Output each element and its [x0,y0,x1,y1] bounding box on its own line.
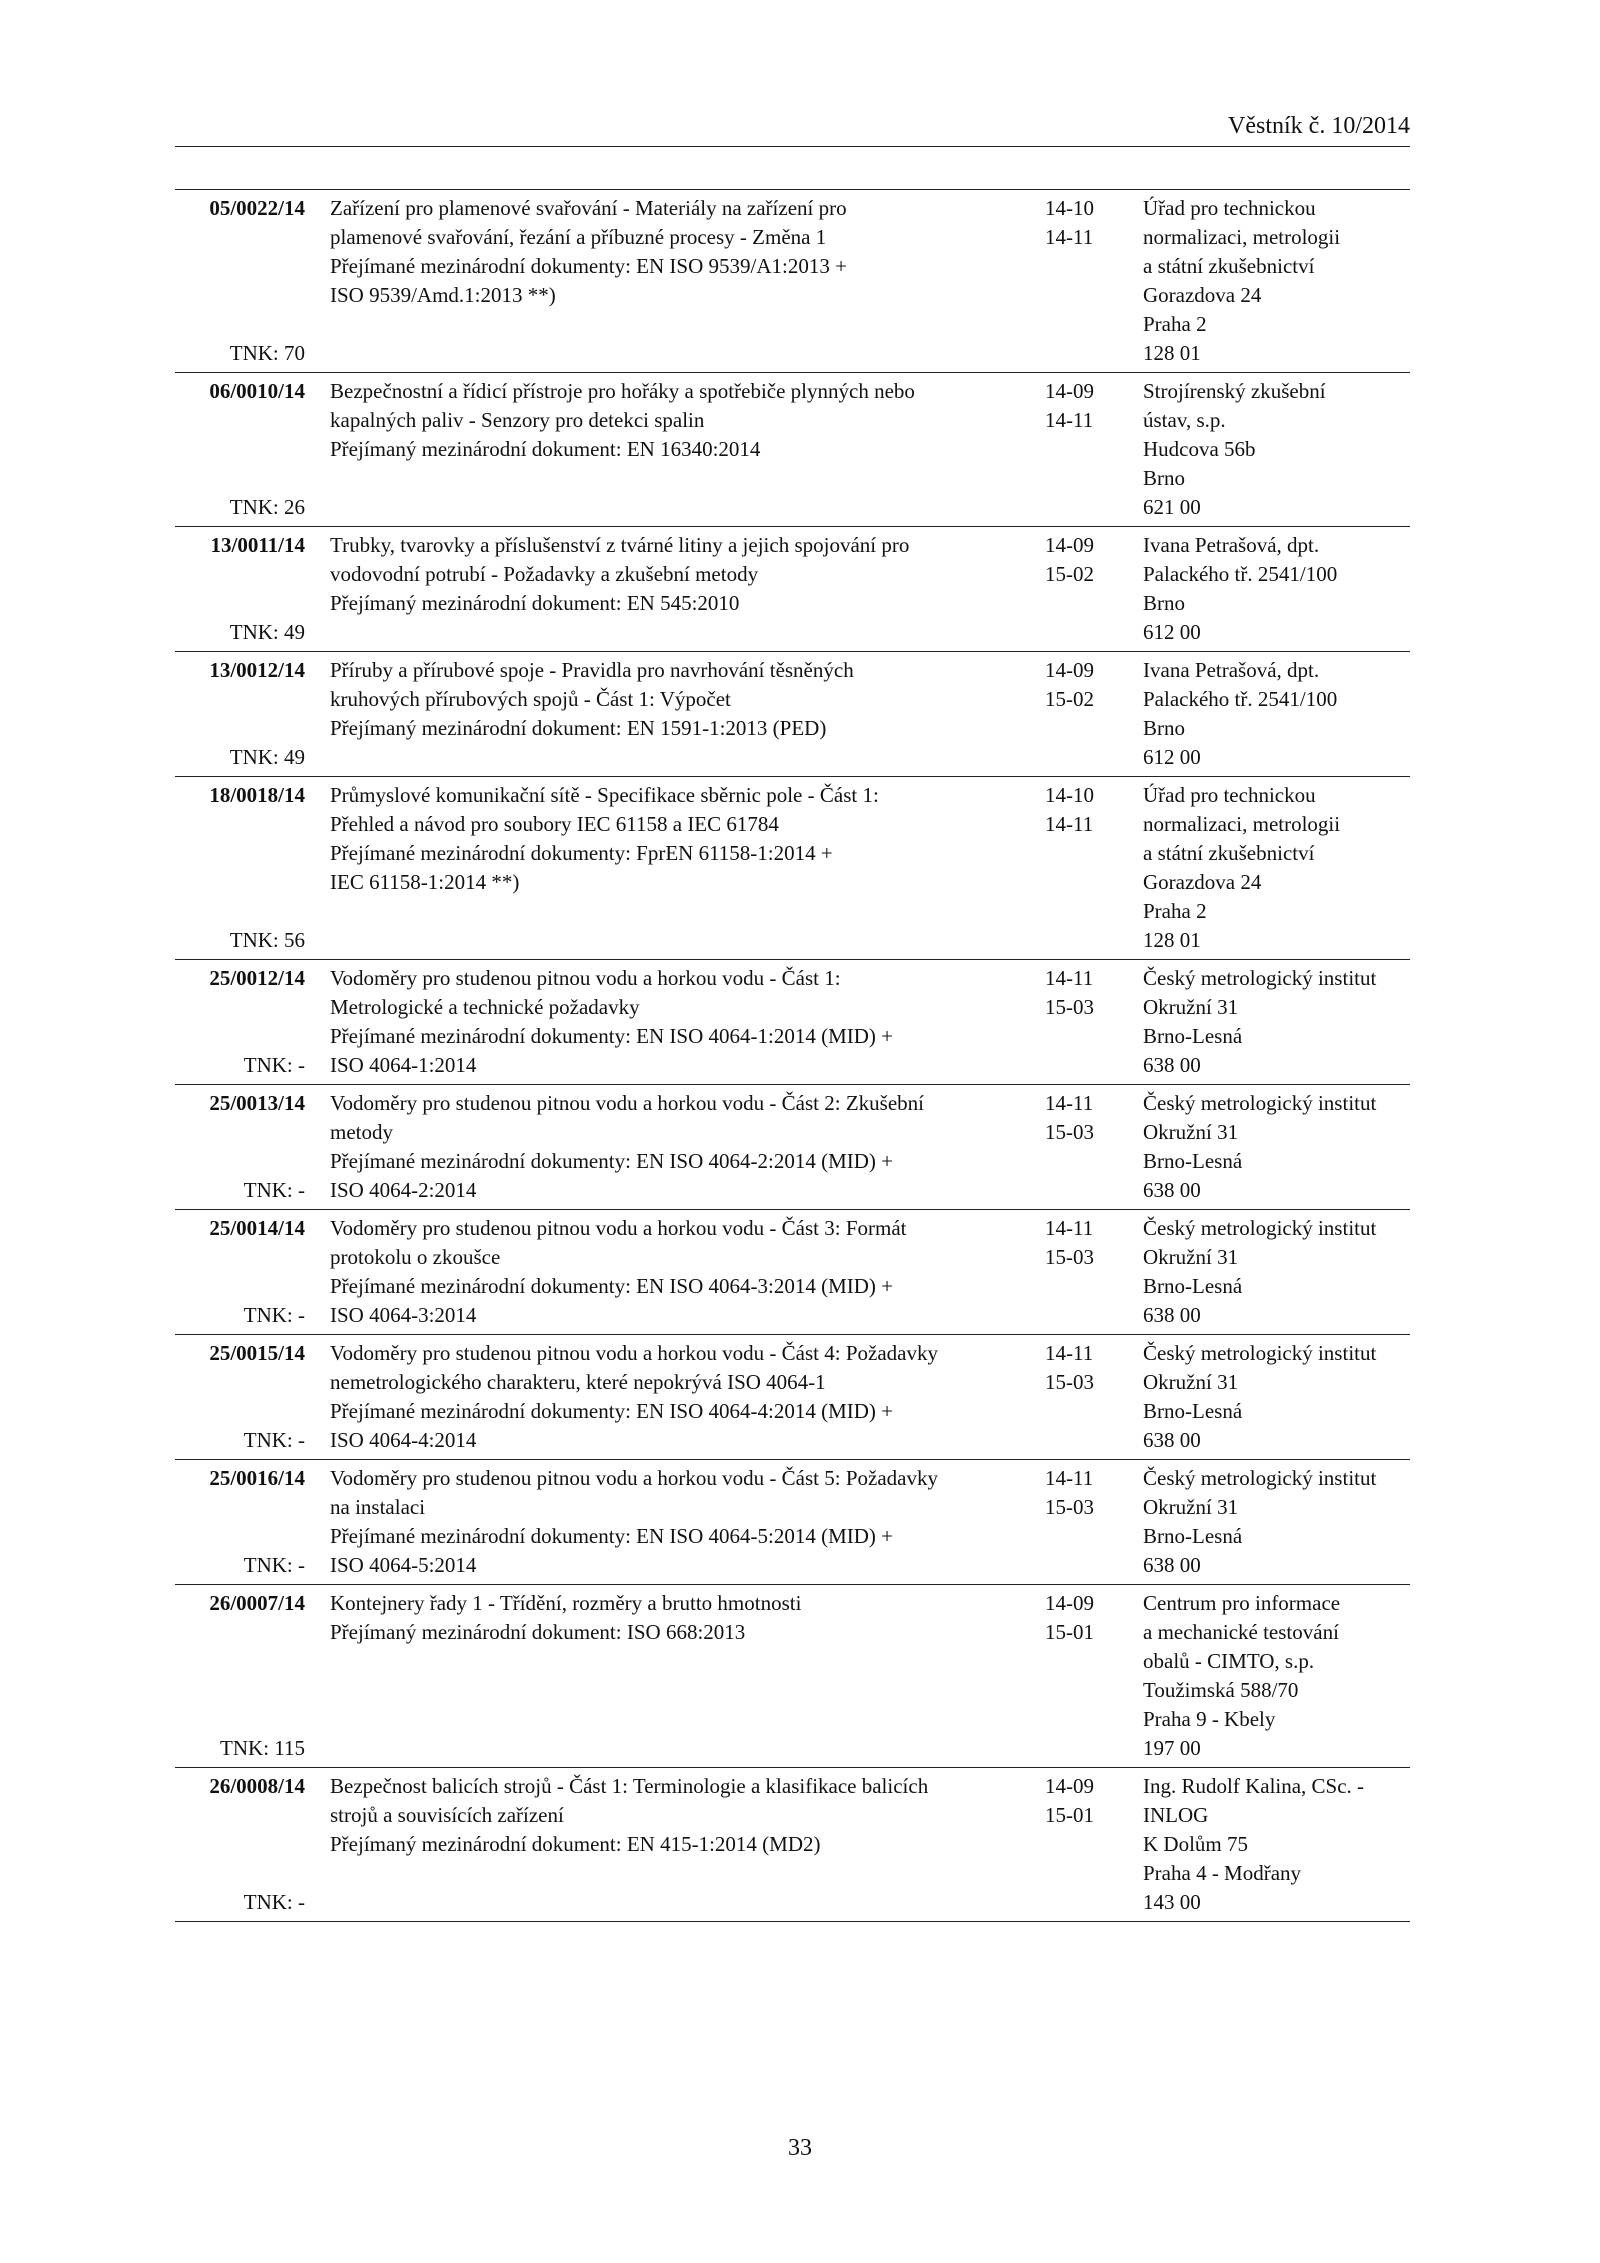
address-line: Praha 2 [1143,899,1207,923]
bulletin-issue: Věstník č. 10/2014 [1228,113,1410,139]
address-line: Okružní 31 [1143,1245,1239,1269]
address-line: Gorazdova 24 [1143,283,1262,307]
title-line: ISO 4064-2:2014 [330,1178,477,1202]
address-line: a státní zkušebnictví [1143,841,1315,865]
address-line: K Dolům 75 [1143,1832,1248,1856]
address-line: Brno [1143,466,1185,490]
standard-title [330,1772,1060,1859]
address-line: 638 00 [1143,1303,1201,1327]
row-identifier [175,1589,305,1763]
tnk-number: TNK: 56 [229,928,305,952]
address-line: Okružní 31 [1143,1120,1239,1144]
title-line: Vodoměry pro studenou pitnou vodu a horkou vodu - Část 1: [330,966,841,990]
address-line: 197 00 [1143,1736,1201,1760]
title-line: Průmyslové komunikační sítě - Specifikace sběrnic pole - Část 1: [330,783,879,807]
standard-code: 25/0012/14 [209,966,305,990]
table-row [175,1768,1410,1922]
row-identifier [175,1772,305,1917]
title-line: Přejímané mezinárodní dokumenty: EN ISO 9539/A1:2013 + [330,254,847,278]
standard-code: 06/0010/14 [209,379,305,403]
address-line: Brno-Lesná [1143,1024,1243,1048]
page-header [175,112,1410,147]
standard-title [330,1589,1060,1647]
standard-title [330,781,1060,897]
address-line: Okružní 31 [1143,995,1239,1019]
table-row [175,190,1410,373]
address-line: ústav, s.p. [1143,408,1226,432]
title-line: Bezpečnostní a řídicí přístroje pro hořáky a spotřebiče plynných nebo [330,379,915,403]
title-line: Trubky, tvarovky a příslušenství z tvárné litiny a jejich spojování pro [330,533,910,557]
processor-address [1143,377,1413,522]
row-identifier [175,781,305,955]
date-value: 14-11 [1045,966,1094,990]
date-range [1045,781,1125,839]
address-line: 143 00 [1143,1890,1201,1914]
title-line: Vodoměry pro studenou pitnou vodu a horkou vodu - Část 3: Formát [330,1216,907,1240]
row-identifier [175,1464,305,1580]
title-line: Přejímané mezinárodní dokumenty: EN ISO 4064-1:2014 (MID) + [330,1024,893,1048]
row-identifier [175,1339,305,1455]
date-range [1045,1589,1125,1647]
title-line: ISO 4064-1:2014 [330,1053,477,1077]
date-value: 15-01 [1045,1620,1094,1644]
date-value: 15-02 [1045,562,1094,586]
title-line: protokolu o zkoušce [330,1245,501,1269]
date-range [1045,1214,1125,1272]
date-range [1045,1089,1125,1147]
standards-table [175,189,1410,1922]
address-line: Strojírenský zkušební [1143,379,1326,403]
standard-title [330,964,1060,1080]
date-value: 15-03 [1045,1120,1094,1144]
address-line: Český metrologický institut [1143,1466,1377,1490]
row-identifier [175,194,305,368]
standard-code: 25/0014/14 [209,1216,305,1240]
processor-address [1143,781,1413,955]
tnk-number: TNK: - [243,1428,305,1452]
address-line: 638 00 [1143,1553,1201,1577]
address-line: Brno-Lesná [1143,1399,1243,1423]
title-line: ISO 4064-3:2014 [330,1303,477,1327]
standard-code: 25/0016/14 [209,1466,305,1490]
standard-title [330,531,1060,618]
date-range [1045,194,1125,252]
address-line: 612 00 [1143,745,1201,769]
address-line: Brno-Lesná [1143,1149,1243,1173]
processor-address [1143,194,1413,368]
address-line: Toužimská 588/70 [1143,1678,1299,1702]
row-identifier [175,656,305,772]
address-line: Praha 4 - Modřany [1143,1861,1302,1885]
address-line: Centrum pro informace [1143,1591,1341,1615]
date-range [1045,377,1125,435]
title-line: Přejímaný mezinárodní dokument: EN 1591-1:2013 (PED) [330,716,827,740]
table-row [175,373,1410,527]
tnk-number: TNK: - [243,1178,305,1202]
standard-title [330,377,1060,464]
address-line: normalizaci, metrologii [1143,812,1341,836]
title-line: IEC 61158-1:2014 **) [330,870,520,894]
address-line: Úřad pro technickou [1143,783,1316,807]
address-line: Ivana Petrašová, dpt. [1143,658,1320,682]
row-identifier [175,1214,305,1330]
date-range [1045,1339,1125,1397]
address-line: Úřad pro technickou [1143,196,1316,220]
address-line: 128 01 [1143,928,1201,952]
row-identifier [175,377,305,522]
address-line: Český metrologický institut [1143,1216,1377,1240]
date-value: 14-11 [1045,812,1094,836]
standard-title [330,1089,1060,1205]
address-line: 638 00 [1143,1428,1201,1452]
title-line: vodovodní potrubí - Požadavky a zkušební metody [330,562,759,586]
row-identifier [175,1089,305,1205]
title-line: kapalných paliv - Senzory pro detekci spalin [330,408,705,432]
title-line: ISO 4064-5:2014 [330,1553,477,1577]
address-line: Český metrologický institut [1143,1341,1377,1365]
date-value: 14-09 [1045,533,1094,557]
address-line: Brno-Lesná [1143,1274,1243,1298]
title-line: Přejímané mezinárodní dokumenty: EN ISO 4064-2:2014 (MID) + [330,1149,893,1173]
tnk-number: TNK: 26 [229,495,305,519]
address-line: Okružní 31 [1143,1495,1239,1519]
page-number: 33 [788,2135,812,2161]
address-line: a státní zkušebnictví [1143,254,1315,278]
table-row [175,960,1410,1085]
tnk-number: TNK: 49 [229,745,305,769]
title-line: na instalaci [330,1495,426,1519]
title-line: kruhových přírubových spojů - Část 1: Výpočet [330,687,731,711]
tnk-number: TNK: - [243,1890,305,1914]
tnk-number: TNK: 49 [229,620,305,644]
address-line: Praha 2 [1143,312,1207,336]
date-value: 14-11 [1045,1466,1094,1490]
address-line: Hudcova 56b [1143,437,1256,461]
tnk-number: TNK: - [243,1553,305,1577]
standard-title [330,656,1060,743]
title-line: strojů a souvisících zařízení [330,1803,564,1827]
date-range [1045,656,1125,714]
processor-address [1143,1214,1413,1330]
date-value: 15-03 [1045,1245,1094,1269]
title-line: plamenové svařování, řezání a příbuzné procesy - Změna 1 [330,225,827,249]
tnk-number: TNK: - [243,1303,305,1327]
date-value: 15-03 [1045,1370,1094,1394]
address-line: Brno [1143,591,1185,615]
title-line: Přejímaný mezinárodní dokument: EN 415-1:2014 (MD2) [330,1832,821,1856]
address-line: Palackého tř. 2541/100 [1143,687,1338,711]
title-line: Vodoměry pro studenou pitnou vodu a horkou vodu - Část 4: Požadavky [330,1341,938,1365]
date-value: 15-02 [1045,687,1094,711]
title-line: Přejímané mezinárodní dokumenty: EN ISO 4064-5:2014 (MID) + [330,1524,893,1548]
date-range [1045,531,1125,589]
date-value: 14-11 [1045,1341,1094,1365]
title-line: nemetrologického charakteru, které nepokrývá ISO 4064-1 [330,1370,826,1394]
title-line: Přejímaný mezinárodní dokument: EN 545:2010 [330,591,740,615]
title-line: Přejímané mezinárodní dokumenty: EN ISO 4064-3:2014 (MID) + [330,1274,893,1298]
date-range [1045,1464,1125,1522]
title-line: metody [330,1120,393,1144]
date-value: 15-03 [1045,1495,1094,1519]
title-line: Zařízení pro plamenové svařování - Materiály na zařízení pro [330,196,847,220]
table-row [175,1335,1410,1460]
standard-code: 13/0012/14 [209,658,305,682]
standard-title [330,194,1060,310]
standard-code: 25/0013/14 [209,1091,305,1115]
date-value: 14-11 [1045,408,1094,432]
date-value: 14-11 [1045,225,1094,249]
table-row [175,1210,1410,1335]
date-range [1045,964,1125,1022]
address-line: Palackého tř. 2541/100 [1143,562,1338,586]
title-line: Přejímaný mezinárodní dokument: EN 16340:2014 [330,437,761,461]
processor-address [1143,531,1413,647]
date-value: 15-03 [1045,995,1094,1019]
date-value: 15-01 [1045,1803,1094,1827]
address-line: Gorazdova 24 [1143,870,1262,894]
processor-address [1143,1339,1413,1455]
title-line: Přejímané mezinárodní dokumenty: FprEN 61158-1:2014 + [330,841,833,865]
standard-code: 26/0008/14 [209,1774,305,1798]
processor-address [1143,1589,1413,1763]
title-line: Přehled a návod pro soubory IEC 61158 a IEC 61784 [330,812,779,836]
tnk-number: TNK: - [243,1053,305,1077]
standard-title [330,1339,1060,1455]
address-line: 128 01 [1143,341,1201,365]
table-row [175,652,1410,777]
date-value: 14-10 [1045,783,1094,807]
address-line: Ing. Rudolf Kalina, CSc. - [1143,1774,1365,1798]
address-line: obalů - CIMTO, s.p. [1143,1649,1315,1673]
date-value: 14-11 [1045,1091,1094,1115]
date-value: 14-09 [1045,1591,1094,1615]
row-identifier [175,531,305,647]
address-line: Brno-Lesná [1143,1524,1243,1548]
standard-code: 05/0022/14 [209,196,305,220]
processor-address [1143,656,1413,772]
title-line: Příruby a přírubové spoje - Pravidla pro navrhování těsněných [330,658,854,682]
title-line: Metrologické a technické požadavky [330,995,640,1019]
title-line: Přejímané mezinárodní dokumenty: EN ISO 4064-4:2014 (MID) + [330,1399,893,1423]
date-value: 14-09 [1045,379,1094,403]
processor-address [1143,964,1413,1080]
table-row [175,777,1410,960]
address-line: a mechanické testování [1143,1620,1339,1644]
table-row [175,1585,1410,1768]
address-line: 638 00 [1143,1178,1201,1202]
date-value: 14-09 [1045,1774,1094,1798]
address-line: 621 00 [1143,495,1201,519]
address-line: Okružní 31 [1143,1370,1239,1394]
date-value: 14-09 [1045,658,1094,682]
address-line: normalizaci, metrologii [1143,225,1341,249]
date-value: 14-11 [1045,1216,1094,1240]
standard-code: 13/0011/14 [210,533,305,557]
standard-title [330,1464,1060,1580]
title-line: Bezpečnost balicích strojů - Část 1: Terminologie a klasifikace balicích [330,1774,929,1798]
processor-address [1143,1772,1413,1917]
table-row [175,1460,1410,1585]
address-line: Český metrologický institut [1143,1091,1377,1115]
title-line: Vodoměry pro studenou pitnou vodu a horkou vodu - Část 2: Zkušební [330,1091,924,1115]
standard-code: 18/0018/14 [209,783,305,807]
tnk-number: TNK: 70 [229,341,305,365]
row-identifier [175,964,305,1080]
title-line: Přejímaný mezinárodní dokument: ISO 668:2013 [330,1620,746,1644]
table-row [175,1085,1410,1210]
date-value: 14-10 [1045,196,1094,220]
processor-address [1143,1464,1413,1580]
address-line: 612 00 [1143,620,1201,644]
processor-address [1143,1089,1413,1205]
address-line: INLOG [1143,1803,1209,1827]
standard-code: 25/0015/14 [209,1341,305,1365]
address-line: Praha 9 - Kbely [1143,1707,1276,1731]
address-line: Brno [1143,716,1185,740]
date-range [1045,1772,1125,1830]
title-line: Vodoměry pro studenou pitnou vodu a horkou vodu - Část 5: Požadavky [330,1466,938,1490]
standard-code: 26/0007/14 [209,1591,305,1615]
address-line: 638 00 [1143,1053,1201,1077]
title-line: ISO 9539/Amd.1:2013 **) [330,283,556,307]
address-line: Český metrologický institut [1143,966,1377,990]
title-line: ISO 4064-4:2014 [330,1428,477,1452]
standard-title [330,1214,1060,1330]
tnk-number: TNK: 115 [220,1736,305,1760]
title-line: Kontejnery řady 1 - Třídění, rozměry a brutto hmotnosti [330,1591,802,1615]
address-line: Ivana Petrašová, dpt. [1143,533,1320,557]
table-row [175,527,1410,652]
